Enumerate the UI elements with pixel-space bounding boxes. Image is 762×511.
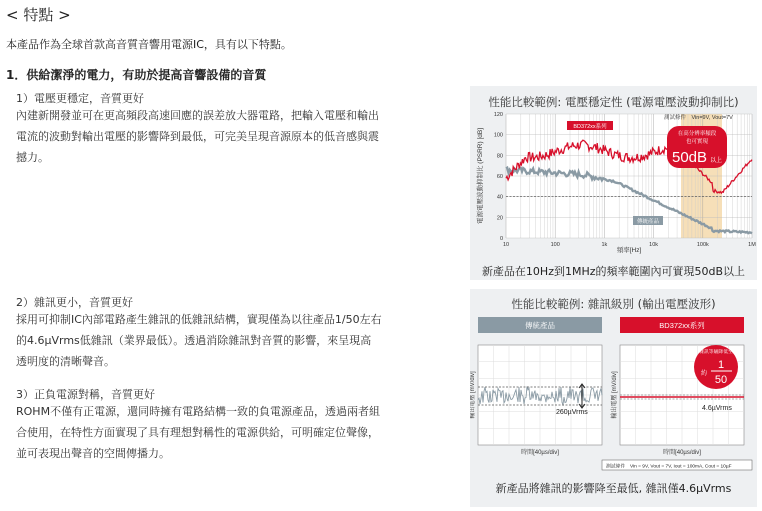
y-axis-label-right: 輸出電壓 [mV/div] (612, 371, 618, 419)
callout-line-1: 在高分辨率頻段 (677, 131, 717, 137)
psrr-chart (470, 86, 757, 280)
callout-line-1: 雜訊等級降低至 (699, 350, 733, 355)
y-tick-label: 20 (496, 215, 503, 222)
y-tick-label: 40 (496, 194, 503, 201)
psrr-title: 性能比較範例: 電壓穩定性 (電源電壓波動抑制比) (488, 95, 739, 109)
section-title: 1．供給潔淨的電力，有助於提高音響設備的音質 (6, 68, 267, 82)
feature-1-title: 1）電壓更穩定，音質更好 (16, 92, 144, 105)
intro-text: 本產品作為全球首款高音質音響用電源IC，具有以下特點。 (6, 38, 292, 51)
y-axis-label-left: 輸出電壓 [mV/div] (470, 371, 476, 419)
psrr-caption: 新產品在10Hz到1MHz的頻率範圍內可實現50dB以上 (481, 265, 746, 278)
psrr-figure (470, 86, 757, 280)
legend-conventional: 傳統產品 (636, 219, 660, 225)
feature-2-body (16, 309, 456, 372)
noise-title: 性能比較範例: 雜訊級別 (輸出電壓波形) (511, 297, 716, 311)
callout-value: 50dB (672, 149, 708, 166)
x-tick-label: 10 (502, 242, 510, 248)
feature-3-line: 並可表現出聲音的空間傳播力。 (16, 447, 170, 460)
label-bd372xx: BD372xx系列 (659, 321, 705, 330)
y-tick-label: 0 (499, 236, 503, 242)
callout-line-2: 也可實現 (685, 139, 709, 145)
feature-2-title: 2）雜訊更小，音質更好 (16, 296, 133, 309)
x-tick-label: 100k (696, 242, 709, 248)
value-conventional: 260µVrms (556, 409, 588, 416)
x-axis-label-left: 時間[40µs/div] (521, 450, 559, 456)
y-tick-label: 100 (493, 132, 503, 139)
legend-bd372xx: BD372xx系列 (573, 124, 607, 130)
y-ticks (494, 112, 503, 242)
x-tick-label: 1M (748, 242, 756, 248)
feature-2-line: 的4.6µVrms低雜訊（業界最低）。透過消除雜訊對音質的影響，來呈現高 (16, 334, 372, 347)
noise-figure (470, 289, 757, 507)
callout-numerator: 1 (717, 359, 725, 371)
x-tick-label: 10k (649, 242, 659, 248)
y-tick-label: 80 (496, 153, 503, 160)
label-conventional: 傳統產品 (525, 321, 555, 330)
feature-3-line: 合使用，在特性方面實現了具有理想對稱性的電源供給，可明確定位聲像， (16, 426, 379, 439)
x-tick-label: 1k (601, 242, 608, 248)
feature-2-line: 透明度的清晰聲音。 (16, 355, 115, 368)
feature-3-title: 3）正負電源對稱，音質更好 (16, 388, 155, 401)
test-conditions: 測試條件 Vin=9V, Vout=7V (664, 115, 733, 121)
value-bd372xx: 4.6µVrms (702, 405, 732, 412)
noise-conditions: 測試條件 Vin = 9V, Vout = 7V, Iout = 100mA, Cout = 10µF (606, 464, 732, 470)
y-tick-label: 60 (496, 174, 503, 180)
feature-3-line: ROHM不僅有正電源，還同時擁有電路結構一致的負電源產品，透過兩者組 (16, 405, 381, 418)
x-tick-label: 100 (550, 242, 560, 248)
x-axis-label: 頻率[Hz] (616, 247, 642, 254)
callout-prefix: 約 (701, 371, 708, 377)
feature-1-line: 內建新開發並可在更高頻段高速回應的誤差放大器電路，把輸入電壓和輸出 (16, 109, 379, 122)
page-heading: < 特點 > (6, 6, 71, 24)
noise-chart (470, 289, 757, 507)
feature-1-line: 撼力。 (16, 151, 49, 164)
x-axis-label-right: 時間[40µs/div] (663, 450, 701, 456)
callout-suffix: 以上 (710, 158, 723, 164)
feature-1-line: 電流的波動對輸出電壓的影響降到最低，可完美呈現音源原本的低音感與震 (16, 130, 379, 143)
feature-1-body (16, 105, 461, 168)
y-axis-label: 電源電壓波動抑制比 (PSRR) [dB] (477, 127, 484, 225)
feature-2-line: 採用可抑制IC內部電路產生雜訊的低雜訊結構，實現僅為以往產品1/50左右 (16, 313, 382, 326)
noise-caption: 新產品將雜訊的影響降至最低, 雜訊僅4.6µVrms (495, 482, 732, 495)
y-tick-label: 120 (493, 112, 503, 118)
feature-3-body (16, 401, 456, 464)
callout-denominator: 50 (714, 374, 728, 386)
